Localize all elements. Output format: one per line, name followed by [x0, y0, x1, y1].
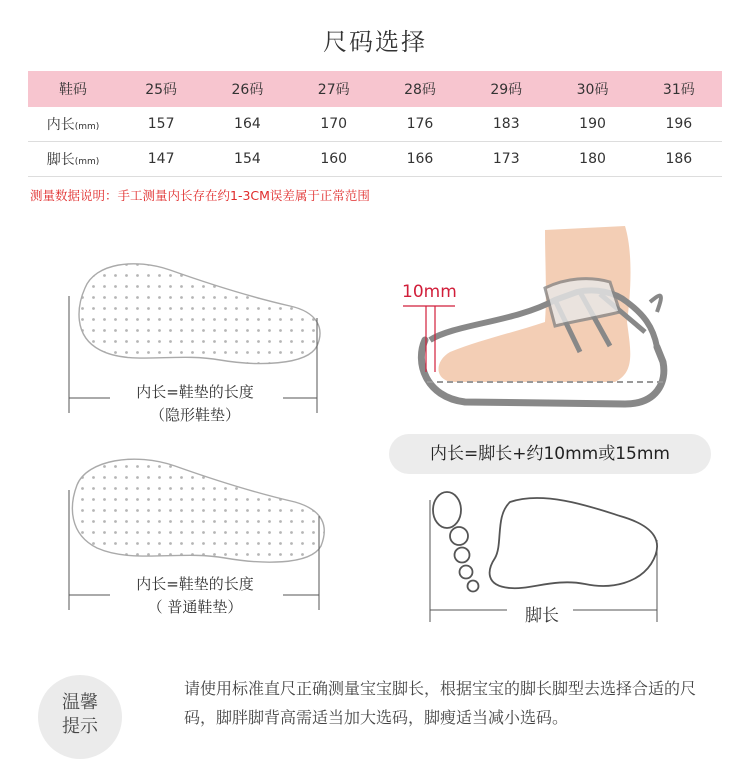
table-cell: 180 [549, 142, 635, 177]
row-unit: (mm) [74, 157, 100, 167]
row-label [28, 107, 118, 142]
table-header-cell: 25码 [118, 71, 204, 107]
table-header-cell: 28码 [377, 71, 463, 107]
tip-badge [38, 675, 122, 759]
table-header-cell: 26码 [204, 71, 290, 107]
page-title: 尺码选择 [323, 28, 427, 56]
table-cell: 186 [636, 142, 722, 177]
insole-invisible-caption: 内长=鞋垫的长度 [136, 383, 254, 401]
table-cell: 170 [291, 107, 377, 142]
table-row [28, 142, 722, 177]
table-header-row [28, 71, 722, 107]
foot-length-caption: 脚长 [525, 606, 559, 626]
measurement-note: 测量数据说明：手工测量内长存在约1-3CM误差属于正常范围 [30, 188, 370, 203]
table-cell: 160 [291, 142, 377, 177]
table-cell: 190 [549, 107, 635, 142]
table-cell: 176 [377, 107, 463, 142]
row-label [28, 142, 118, 177]
table-header-cell: 27码 [291, 71, 377, 107]
table-cell: 173 [463, 142, 549, 177]
tip-text: 请使用标准直尺正确测量宝宝脚长，根据宝宝的脚长脚型去选择合适的尺码，脚胖脚背高需适当加大选码，脚瘦适当减小选码。 [184, 679, 697, 727]
table-header-cell: 31码 [636, 71, 722, 107]
row-unit: (mm) [74, 122, 100, 132]
table-cell: 196 [636, 107, 722, 142]
table-cell: 157 [118, 107, 204, 142]
formula-pill: 内长=脚长+约10mm或15mm [389, 434, 711, 474]
table-cell: 183 [463, 107, 549, 142]
insole-regular-caption: 内长=鞋垫的长度 [136, 575, 254, 593]
row-label-text: 脚长 [46, 152, 75, 168]
shoe-foot-illustration [395, 222, 695, 422]
table-cell: 164 [204, 107, 290, 142]
table-row [28, 107, 722, 142]
table-header-cell: 鞋码 [28, 71, 118, 107]
insole-invisible-subcaption: （隐形鞋垫） [149, 406, 240, 424]
table-cell: 147 [118, 142, 204, 177]
table-cell: 166 [377, 142, 463, 177]
row-label-text: 内长 [46, 117, 75, 133]
table-header-cell: 30码 [549, 71, 635, 107]
table-header-cell: 29码 [463, 71, 549, 107]
table-cell: 154 [204, 142, 290, 177]
insole-regular-subcaption: （ 普通鞋垫） [147, 598, 243, 616]
tip-badge-line2: 提示 [62, 716, 98, 737]
shoe-measure-label: 10mm [402, 282, 457, 302]
tip-badge-line1: 温馨 [62, 692, 98, 713]
size-table [28, 71, 722, 177]
